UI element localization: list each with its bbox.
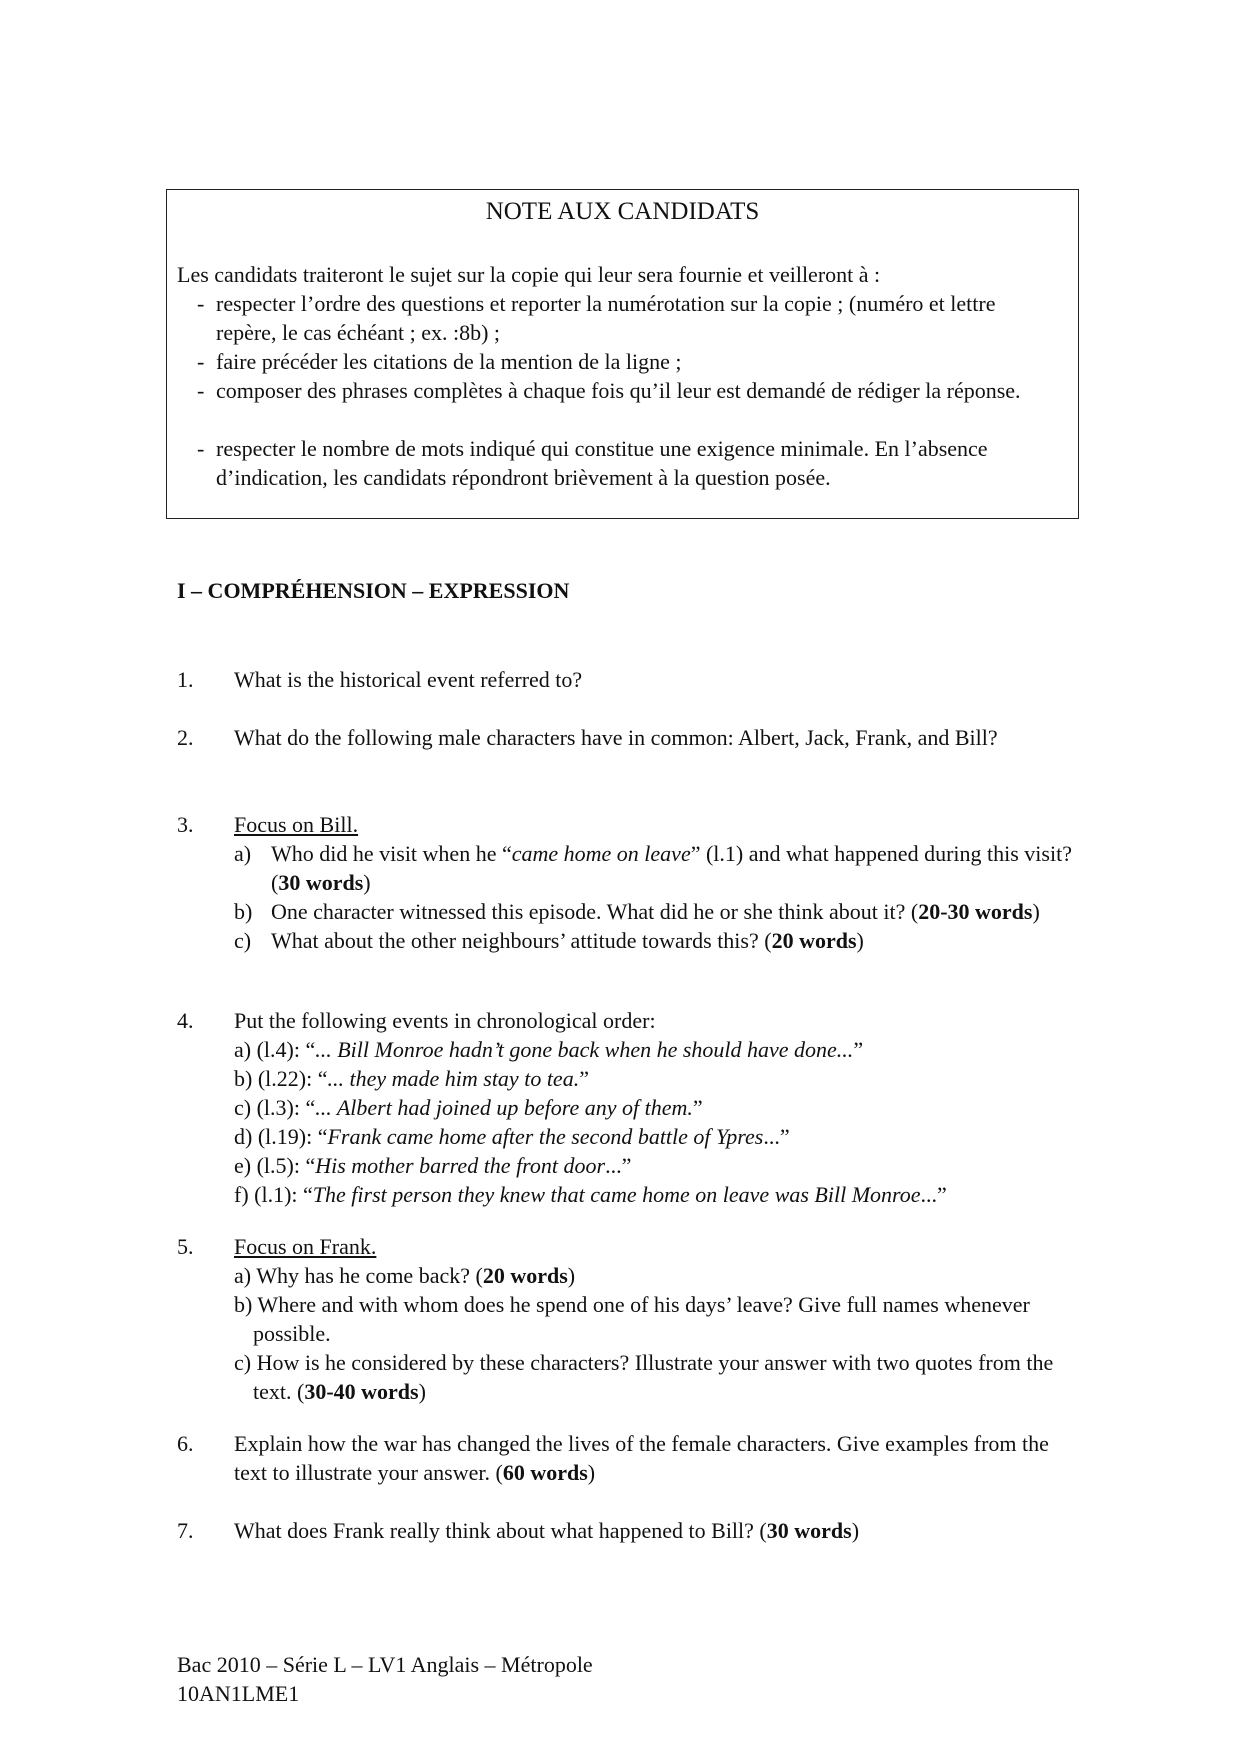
question-number: 7. — [177, 1518, 194, 1543]
question-text: What does Frank really think about what happened to Bill? (30 words) — [234, 1518, 860, 1543]
question-title: Put the following events in chronological order: — [234, 1008, 656, 1033]
question-7 — [177, 1516, 1077, 1545]
note-item: - faire précéder les citations de la mention de la ligne ; — [197, 349, 682, 374]
note-item: - composer des phrases complètes à chaque fois qu’il leur est demandé de rédiger la réponse. — [197, 378, 1021, 403]
footer-exam-info: Bac 2010 – Série L – LV1 Anglais – Métropole — [177, 1652, 593, 1677]
sub-question-3b: b) One character witnessed this episode. What did he or she think about it? (20-30 words) — [234, 899, 1040, 924]
question-text: Explain how the war has changed the lives of the female characters. Give examples from the text to illustrate your answer. (60 words) — [234, 1431, 1049, 1485]
question-6 — [177, 1429, 1077, 1487]
note-item: - respecter l’ordre des questions et reporter la numérotation sur la copie ; (numéro et lettre repère, le cas échéant ; ex. :8b) ; — [197, 291, 996, 345]
question-number: 5. — [177, 1234, 194, 1259]
note-item: - respecter le nombre de mots indiqué qui constitue une exigence minimale. En l’absence d’indication, les candidats répondront brièvement à la question posée. — [197, 436, 988, 490]
event-item: c) (l.3): “... Albert had joined up before any of them.” — [234, 1095, 703, 1120]
question-2 — [177, 723, 1077, 752]
sub-question-5a: a) Why has he come back? (20 words) — [234, 1263, 576, 1288]
event-item: e) (l.5): “His mother barred the front door...” — [234, 1153, 632, 1178]
question-number: 6. — [177, 1431, 194, 1456]
note-title: NOTE AUX CANDIDATS — [485, 198, 760, 225]
sub-question-5c: c) How is he considered by these characters? Illustrate your answer with two quotes from the text. (30-40 words) — [234, 1350, 1054, 1404]
question-5 — [177, 1232, 1077, 1406]
question-text: What do the following male characters have in common: Albert, Jack, Frank, and Bill? — [234, 725, 998, 750]
section-heading: I – COMPRÉHENSION – EXPRESSION — [177, 578, 570, 603]
question-number: 1. — [177, 667, 194, 692]
event-item: d) (l.19): “Frank came home after the second battle of Ypres...” — [234, 1124, 790, 1149]
sub-question-3a: a) Who did he visit when he “came home on leave” (l.1) and what happened during this visit? (30 words) — [234, 841, 1072, 895]
question-4 — [177, 1006, 1077, 1209]
question-number: 2. — [177, 725, 194, 750]
question-number: 3. — [177, 812, 194, 837]
question-title: Focus on Bill. — [234, 812, 359, 837]
note-box — [166, 189, 1079, 519]
event-item: f) (l.1): “The first person they knew that came home on leave was Bill Monroe...” — [234, 1182, 947, 1207]
question-3 — [177, 810, 1077, 955]
question-1 — [177, 665, 1077, 694]
sub-question-3c: c) What about the other neighbours’ attitude towards this? (20 words) — [234, 928, 864, 953]
sub-question-5b: b) Where and with whom does he spend one of his days’ leave? Give full names whenever possible. — [234, 1292, 1030, 1346]
question-text: What is the historical event referred to? — [234, 667, 583, 692]
event-item: b) (l.22): “... they made him stay to tea.” — [234, 1066, 589, 1091]
event-item: a) (l.4): “... Bill Monroe hadn’t gone back when he should have done...” — [234, 1037, 864, 1062]
footer — [177, 1650, 593, 1708]
footer-code: 10AN1LME1 — [177, 1681, 300, 1706]
question-number: 4. — [177, 1008, 194, 1033]
question-title: Focus on Frank. — [234, 1234, 377, 1259]
note-intro: Les candidats traiteront le sujet sur la copie qui leur sera fournie et veilleront à : — [177, 262, 881, 287]
